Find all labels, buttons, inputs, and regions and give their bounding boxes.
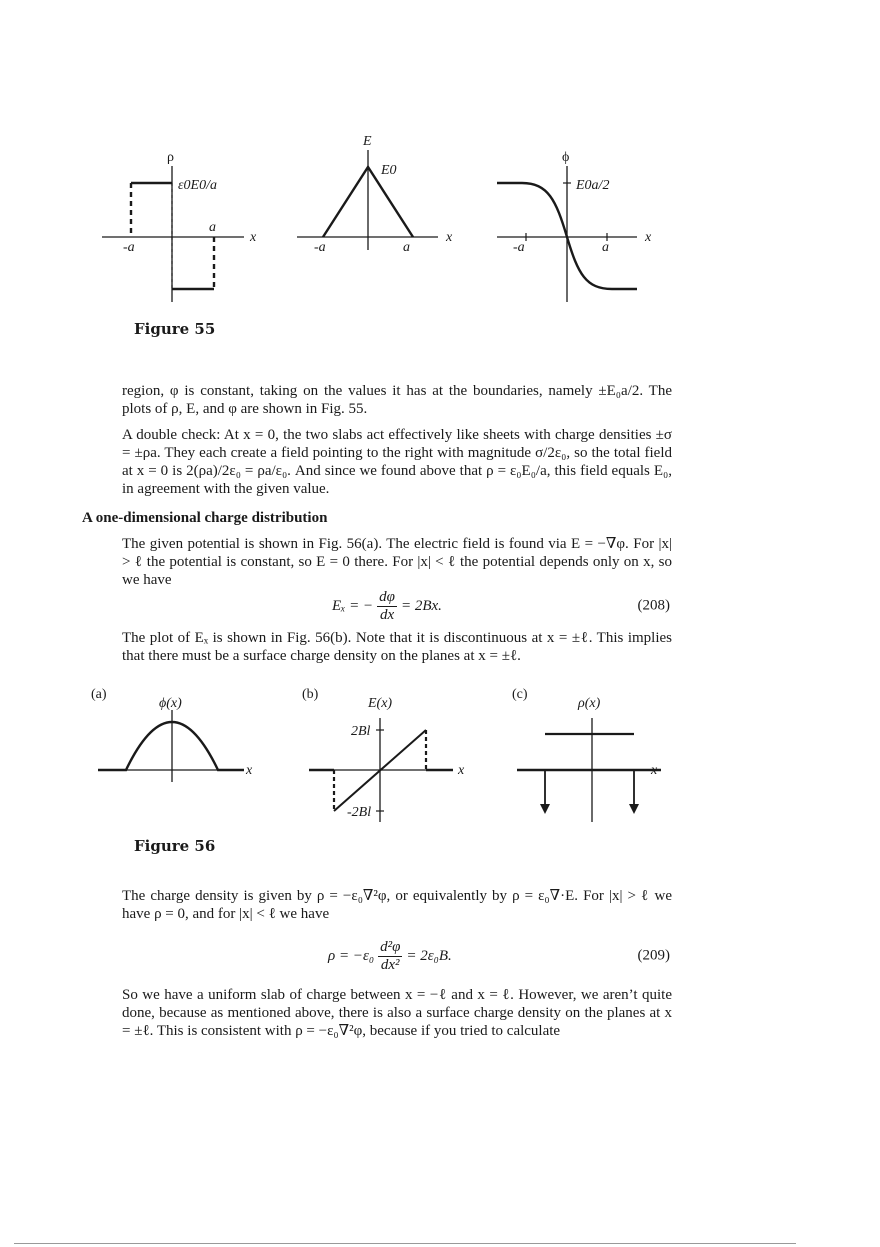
rho-x-label: x	[250, 230, 257, 245]
paragraph-5: The charge density is given by ρ = −ε₀∇²φ, or equivalently by ρ = ε₀∇·E. For |x| > ℓ we have ρ = 0, and for |x| < ℓ we have	[122, 888, 672, 922]
eq209-denominator: dx²	[380, 956, 400, 973]
phi-level-label: E0a/2	[576, 178, 610, 193]
right-arrow-head	[629, 804, 639, 814]
rho-level-label: ε0E0/a	[178, 178, 217, 193]
E-x-label: x	[446, 230, 453, 245]
E-axis-label: E	[363, 134, 372, 149]
eq208-number: (208)	[637, 597, 670, 614]
fig56-a-title: ϕ(x)	[159, 696, 182, 711]
eq209-numerator: d²φ	[380, 938, 401, 955]
fig56-b-bottom-label: -2Bl	[347, 805, 372, 820]
phi-tick-neg: -a	[513, 240, 525, 255]
fig56-b-tag: (b)	[302, 687, 319, 702]
rho-axis-label: ρ	[167, 150, 174, 165]
E-tick-neg: -a	[314, 240, 326, 255]
phi-x-label: x	[645, 230, 652, 245]
fig56-b-plot	[309, 718, 453, 822]
eq209-lhs: ρ = −ε₀	[328, 947, 375, 964]
fig56-a-x-label: x	[246, 763, 253, 778]
rho-tick-neg: -a	[123, 240, 135, 255]
figure-55-phi-panel	[497, 166, 637, 302]
paragraph-2: A double check: At x = 0, the two slabs act effectively like sheets with charge densities ±σ = ±ρa. They each create a field pointing to the right with magnitude σ/2ε₀, so the total field at x = 0 is 2(ρa)/2ε₀ = ρa/ε₀. And since we found above that ρ = ε₀E₀/a, this field equals E₀, in agreement with the given value.	[122, 427, 672, 497]
figure-55-E-panel	[297, 150, 438, 250]
fig56-b-x-label: x	[458, 763, 465, 778]
paragraph-3: The given potential is shown in Fig. 56(a). The electric field is found via E = −∇φ. For |x| > ℓ the potential is constant, so E = 0 there. For |x| < ℓ the potential depends only on x, so we have	[122, 536, 672, 588]
section-heading: A one-dimensional charge distribution	[82, 510, 328, 526]
fig56-a-tag: (a)	[91, 687, 107, 702]
fig56-c-title: ρ(x)	[578, 696, 601, 711]
phi-tick-pos: a	[602, 240, 609, 255]
figure-56-caption: Figure 56	[134, 837, 216, 855]
paragraph-1: region, φ is constant, taking on the values it has at the boundaries, namely ±E₀a/2. The plots of ρ, E, and φ are shown in Fig. 55.	[122, 383, 672, 417]
figure-55	[0, 0, 880, 320]
fig56-c-plot	[517, 718, 661, 822]
phi-parabola	[98, 722, 244, 770]
eq209-number: (209)	[637, 947, 670, 964]
eq208-denominator: dx	[379, 606, 395, 623]
eq208-numerator: dφ	[379, 588, 395, 605]
paragraph-6: So we have a uniform slab of charge between x = −ℓ and x = ℓ. However, we aren’t quite done, because as mentioned above, there is also a surface charge density on the planes at x = ±ℓ. This is consistent with ρ = −ε₀∇²φ, because if you tried to calculate	[122, 987, 672, 1039]
eq208-fraction	[377, 589, 397, 624]
equation-208	[122, 586, 672, 626]
eq208-rhs: = 2Bx.	[400, 597, 442, 614]
figure-55-rho-panel	[102, 166, 244, 302]
equation-209	[122, 936, 672, 976]
fig56-b-top-label: 2Bl	[351, 724, 371, 739]
footer-rule	[14, 1243, 796, 1244]
eq209-fraction	[378, 939, 402, 974]
fig56-b-title: E(x)	[368, 696, 393, 711]
E-tick-pos: a	[403, 240, 410, 255]
paragraph-4: The plot of Eₓ is shown in Fig. 56(b). Note that it is discontinuous at x = ±ℓ. This implies that there must be a surface charge density on the planes at x = ±ℓ.	[122, 630, 672, 664]
figure-56	[0, 670, 880, 840]
fig56-c-tag: (c)	[512, 687, 528, 702]
figure-55-caption: Figure 55	[134, 320, 216, 338]
E-peak-label: E0	[381, 163, 397, 178]
eq209-rhs: = 2ε₀B.	[406, 947, 452, 964]
phi-axis-label: ϕ	[562, 150, 570, 165]
fig56-a-plot	[98, 710, 244, 782]
rho-tick-pos: a	[209, 220, 216, 235]
left-arrow-head	[540, 804, 550, 814]
fig56-c-x-label: x	[651, 763, 658, 778]
eq208-lhs: Eₓ = −	[332, 597, 374, 614]
